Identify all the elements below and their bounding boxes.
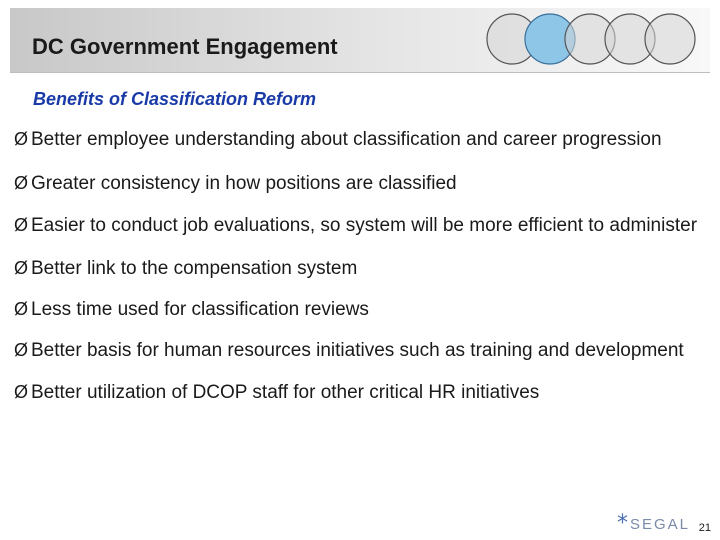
header-circle-5 — [645, 14, 695, 64]
bullet-text: Better link to the compensation system — [31, 258, 358, 279]
bullet-item — [14, 257, 708, 280]
overlapping-circles-icon — [486, 11, 698, 67]
arrow-bullet-icon: Ø — [14, 215, 29, 235]
bullet-item — [14, 172, 708, 195]
page-number: 21 — [698, 522, 711, 534]
bullet-text: Less time used for classification reviews — [31, 299, 369, 320]
bullet-text: Better utilization of DCOP staff for other critical HR initiatives — [31, 382, 540, 403]
arrow-bullet-icon: Ø — [14, 258, 29, 278]
segal-logo — [616, 511, 690, 536]
bullet-item — [14, 298, 708, 321]
arrow-bullet-icon: Ø — [14, 129, 29, 149]
bullet-item — [14, 128, 708, 151]
bullet-list — [14, 128, 708, 404]
page-title: DC Government Engagement — [32, 34, 338, 59]
logo-text: SEGAL — [629, 516, 690, 533]
arrow-bullet-icon: Ø — [14, 173, 29, 193]
arrow-bullet-icon: Ø — [14, 382, 29, 402]
arrow-bullet-icon: Ø — [14, 340, 29, 360]
section-subtitle: Benefits of Classification Reform — [33, 89, 317, 109]
bullet-text: Easier to conduct job evaluations, so system will be more efficient to administer — [31, 215, 698, 236]
bullet-item — [14, 214, 708, 237]
bullet-text: Greater consistency in how positions are classified — [31, 173, 457, 194]
bullet-text: Better employee understanding about classification and career progression — [31, 129, 662, 150]
arrow-bullet-icon: Ø — [14, 299, 29, 319]
bullet-item — [14, 381, 708, 404]
asterisk-star-icon: * — [616, 511, 628, 536]
bullet-text: Better basis for human resources initiatives such as training and development — [31, 340, 684, 361]
bullet-item — [14, 339, 708, 362]
